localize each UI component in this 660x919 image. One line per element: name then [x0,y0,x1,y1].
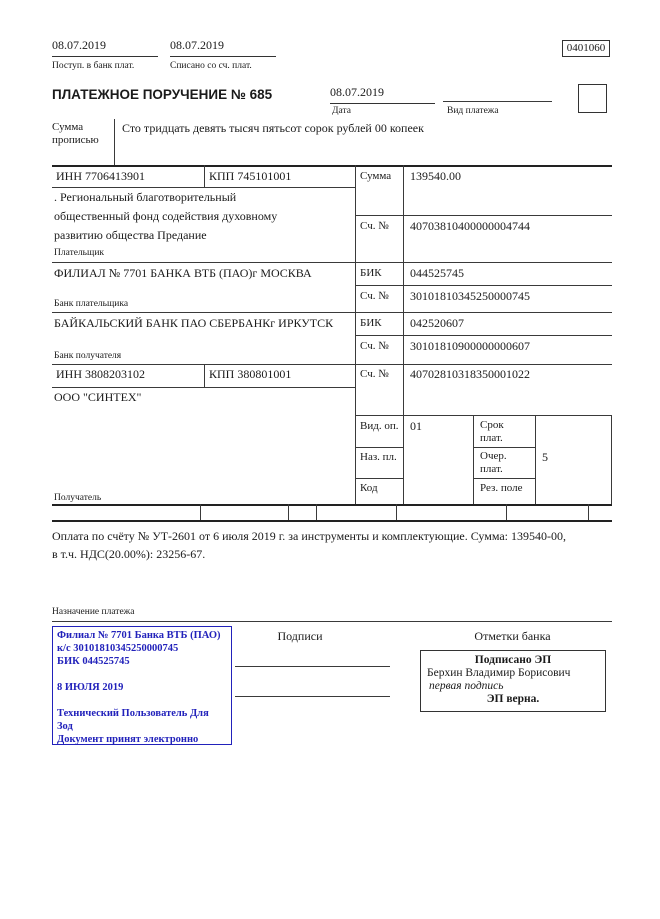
order-label: Очер. плат. [480,450,507,475]
payment-kind-label: Вид платежа [447,106,499,116]
signed-ep-title: Подписано ЭП [474,654,552,666]
electronic-signature-box [420,650,606,712]
stamp-line [57,668,227,681]
code-label: Код [360,482,378,494]
signer-name: Берхин Владимир Борисович [427,667,571,679]
status-box [578,84,607,113]
form-code-box: 0401060 [562,40,610,57]
stamp-line: к/с 30101810345250000745 [57,643,179,654]
written-off-label: Списано со сч. плат. [170,61,252,71]
written-off-date: 08.07.2019 [170,38,276,57]
stamp-line: 8 ИЮЛЯ 2019 [57,682,124,693]
payer-name-line2: общественный фонд содействия духовному [54,209,278,223]
payee-kpp: КПП 380801001 [209,367,292,381]
purpose-section-label: Назначение платежа [52,607,135,617]
signature-role: первая подпись [429,680,504,692]
payee-bank-bik-label: БИК [360,317,382,329]
stamp-line: БИК 044525745 [57,656,130,667]
payer-account-label: Сч. № [360,220,389,232]
stamp-line [57,694,227,707]
sum-value: 139540.00 [410,169,461,183]
stamp-line: Технический Пользователь Для [57,708,209,719]
payee-bank-name: БАЙКАЛЬСКИЙ БАНК ПАО СБЕРБАНКг ИРКУТСК [54,316,334,330]
payer-bank-account-label: Сч. № [360,290,389,302]
payer-bank-section-label: Банк плательщика [54,299,129,309]
grid-line [52,387,355,388]
bank-marks-heading: Отметки банка [474,629,551,643]
document-title: ПЛАТЕЖНОЕ ПОРУЧЕНИЕ № 685 [52,87,273,102]
grid-line [355,335,612,336]
grid-line [355,478,403,479]
received-in-bank-label: Поступ. в банк плат. [52,61,135,71]
amount-words-value: Сто тридцать девять тысяч пятьсот сорок рублей 00 копеек [122,121,424,135]
op-type-label: Вид. оп. [360,420,399,432]
grid-line [114,119,115,166]
amount-words-label: Сумма прописью [52,121,99,146]
sum-label: Сумма [360,170,392,182]
payee-bank-bik: 042520607 [410,316,464,330]
date-label: Дата [332,106,351,116]
payee-inn: ИНН 3808203102 [56,367,145,381]
grid-line [52,504,612,506]
grid-line [204,364,205,387]
grid-line [535,415,536,504]
grid-line [355,447,403,448]
grid-line [204,165,205,187]
grid-line [288,504,289,520]
grid-line [355,415,612,416]
payer-bank-bik: 044525745 [410,266,464,280]
payer-inn: ИНН 7706413901 [56,169,145,183]
order-value: 5 [542,450,548,464]
purpose-code-label: Наз. пл. [360,451,397,463]
grid-line [396,504,397,520]
grid-line [473,415,474,504]
signatures-heading: Подписи [277,629,323,643]
grid-line [52,312,612,313]
payer-bank-account: 30101810345250000745 [410,289,530,303]
term-label: Срок плат. [480,419,504,444]
grid-line [52,262,612,263]
grid-line [52,621,612,622]
payer-bank-name: ФИЛИАЛ № 7701 БАНКА ВТБ (ПАО)г МОСКВА [54,266,312,280]
payee-bank-section-label: Банк получателя [54,351,122,361]
stamp-line: Зод [57,721,73,732]
payee-account: 40702810318350001022 [410,367,530,381]
grid-line [316,504,317,520]
stamp-line: Документ принят электронно [57,734,199,745]
stamp-line: Филиал № 7701 Банка ВТБ (ПАО) [57,630,221,641]
payer-name-line1: . Региональный благотворительный [54,190,237,204]
payee-account-label: Сч. № [360,368,389,380]
op-type-value: 01 [410,419,422,433]
grid-line [473,478,535,479]
payer-kpp: КПП 745101001 [209,169,292,183]
received-in-bank-date: 08.07.2019 [52,38,158,57]
signature-line [235,696,390,697]
ep-verified: ЭП верна. [486,693,540,705]
grid-line [52,187,355,188]
purpose-line2: в т.ч. НДС(20.00%): 23256-67. [52,547,206,561]
grid-line [52,364,612,365]
payee-section-label: Получатель [54,493,102,503]
purpose-line1: Оплата по счёту № УТ-2601 от 6 июля 2019 г. за инструменты и комплектующие. Сумма: 139540-00, [52,529,567,543]
reserve-label: Рез. поле [480,482,523,494]
grid-line [52,165,612,167]
grid-line [355,285,612,286]
payer-section-label: Плательщик [54,248,105,258]
payee-name: ООО "СИНТЕХ" [54,390,142,404]
payer-account: 40703810400000004744 [410,219,530,233]
grid-line [403,165,404,504]
document-date: 08.07.2019 [330,85,435,104]
payer-name-line3: развитию общества Предание [54,228,207,242]
grid-line [506,504,507,520]
grid-line [355,165,356,504]
grid-line [52,520,612,522]
payment-kind-line [443,101,552,102]
payee-bank-account: 30101810900000000607 [410,339,530,353]
grid-line [611,415,612,504]
grid-line [200,504,201,520]
payee-bank-account-label: Сч. № [360,340,389,352]
grid-line [473,447,535,448]
grid-line [588,504,589,520]
bank-stamp [52,626,232,745]
signature-line [235,666,390,667]
grid-line [355,215,612,216]
payer-bank-bik-label: БИК [360,267,382,279]
